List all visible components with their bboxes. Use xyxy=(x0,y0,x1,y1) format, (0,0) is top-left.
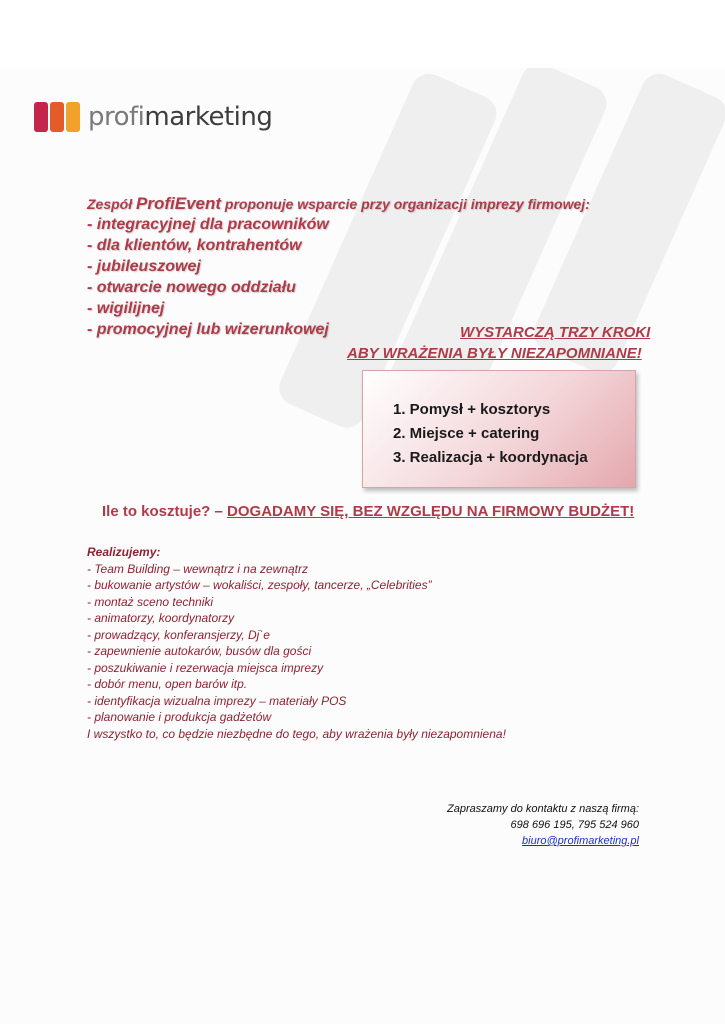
logo-square-yellow xyxy=(66,102,80,132)
step-item: 1. Pomysł + kosztorys xyxy=(393,401,551,418)
list-item: - wigilijnej xyxy=(87,300,165,317)
services-closing: I wszystko to, co będzie niezbędne do tego, aby wrażenia były niezapomniena! xyxy=(87,726,506,741)
list-item: - montaż sceno techniki xyxy=(87,594,214,609)
logo-text: profimarketing xyxy=(88,102,273,132)
list-item: - dla klientów, kontrahentów xyxy=(87,237,302,254)
list-item: - promocyjnej lub wizerunkowej xyxy=(87,321,329,338)
intro-heading: Zespół ProfiEvent proponuje wsparcie przy organizacji imprezy firmowej: xyxy=(87,194,590,213)
contact-phones: 698 696 195, 795 524 960 xyxy=(510,819,639,831)
services-heading: Realizujemy: xyxy=(87,545,161,559)
list-item: - prowadzący, konferansjerzy, Dj`e xyxy=(87,627,270,642)
steps-box xyxy=(362,370,636,488)
price-answer: DOGADAMY SIĘ, BEZ WZGLĘDU NA FIRMOWY BUDŻET! xyxy=(227,503,635,520)
contact-invite: Zapraszamy do kontaktu z naszą firmą: xyxy=(447,803,639,815)
list-item: - bukowanie artystów – wokaliści, zespoły, tancerze, „Celebrities” xyxy=(87,578,432,592)
price-question: Ile to kosztuje? – xyxy=(102,503,228,520)
list-item: - identyfikacja wizualna imprezy – materiały POS xyxy=(87,693,347,708)
list-item: - animatorzy, koordynatorzy xyxy=(87,611,235,625)
contact-block xyxy=(447,801,639,849)
list-item: - integracyjnej dla pracowników xyxy=(87,216,329,233)
list-item: - Team Building – wewnątrz i na zewnątrz xyxy=(87,561,308,576)
list-item: - poszukiwanie i rezerwacja miejsca imprezy xyxy=(87,660,324,675)
steps-list xyxy=(393,398,588,470)
contact-email-link[interactable]: biuro@profimarketing.pl xyxy=(522,835,639,847)
brand-name: ProfiEvent xyxy=(136,194,222,213)
list-item: - otwarcie nowego oddziału xyxy=(87,279,296,296)
intro-block xyxy=(87,194,647,340)
list-item: - jubileuszowej xyxy=(87,258,201,275)
services-list xyxy=(87,544,506,742)
price-line xyxy=(102,503,634,520)
step-item: 2. Miejsce + catering xyxy=(393,425,540,442)
list-item: - zapewnienie autokarów, busów dla gości xyxy=(87,644,312,658)
steps-title-line2: ABY WRAŻENIA BYŁY NIEZAPOMNIANE! xyxy=(347,345,642,362)
logo-square-red xyxy=(34,102,48,132)
step-item: 3. Realizacja + koordynacja xyxy=(393,449,588,466)
list-item: - dobór menu, open barów itp. xyxy=(87,677,248,691)
steps-title-line1: WYSTARCZĄ TRZY KROKI xyxy=(460,324,651,341)
logo xyxy=(34,100,272,134)
logo-square-orange xyxy=(50,102,64,132)
list-item: - planowanie i produkcja gadżetów xyxy=(87,710,272,724)
